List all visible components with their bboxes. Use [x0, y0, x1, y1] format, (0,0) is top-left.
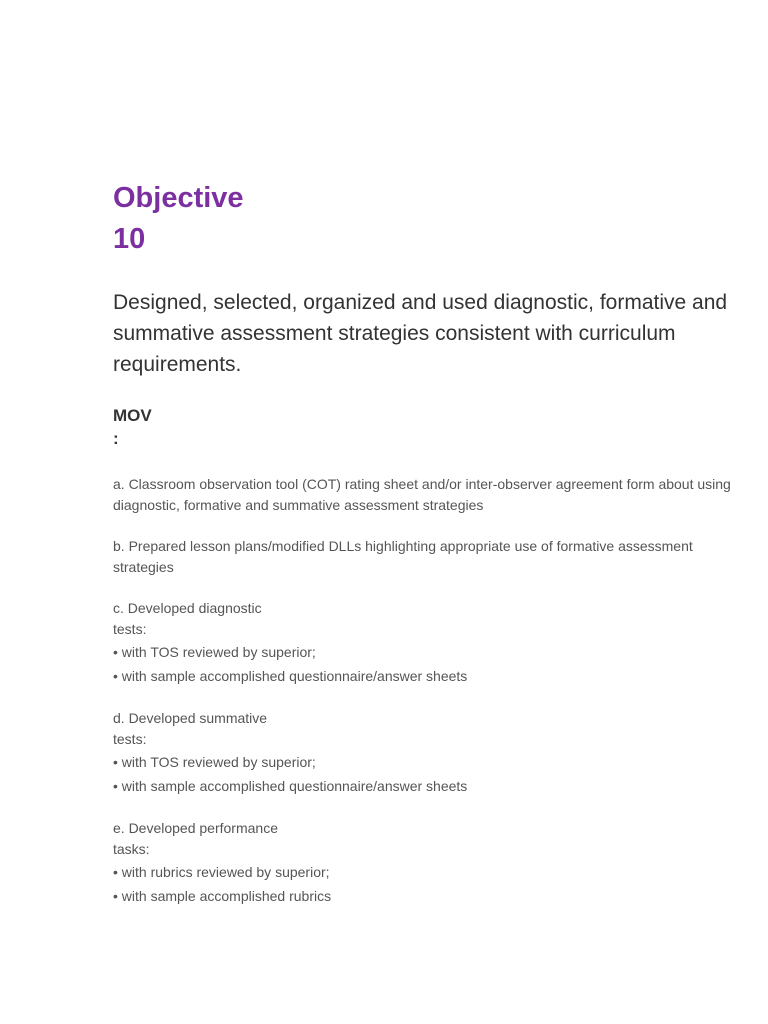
objective-number: 10 — [113, 223, 146, 255]
mov-item-c-heading: c. Developed diagnostic — [113, 600, 262, 616]
mov-item-d — [113, 708, 743, 798]
mov-item-e-heading: e. Developed performance — [113, 820, 278, 836]
mov-item-e-bullet-1: • with rubrics reviewed by superior; — [113, 864, 330, 880]
mov-heading — [113, 404, 743, 450]
mov-item-d-bullet-1: • with TOS reviewed by superior; — [113, 754, 316, 770]
mov-item-e-heading-cont: tasks: — [113, 841, 150, 857]
mov-item-c-bullet-2: • with sample accomplished questionnaire/answer sheets — [113, 668, 468, 684]
document-content — [113, 178, 743, 928]
objective-description: Designed, selected, organized and used diagnostic, formative and summative assessment strategies consistent with curriculum requirements. — [113, 291, 728, 376]
mov-item-b-text: b. Prepared lesson plans/modified DLLs highlighting appropriate use of formative assessment strategies — [113, 538, 693, 575]
mov-heading-colon: : — [113, 429, 119, 448]
mov-item-c — [113, 598, 743, 688]
objective-title — [113, 178, 743, 260]
mov-item-d-bullet-2: • with sample accomplished questionnaire/answer sheets — [113, 778, 468, 794]
mov-item-d-heading-cont: tests: — [113, 731, 147, 747]
mov-item-e — [113, 818, 743, 908]
mov-list — [113, 474, 743, 908]
mov-item-a-text: a. Classroom observation tool (COT) rating sheet and/or inter-observer agreement form about using diagnostic, formative and summative assessment strategies — [113, 476, 731, 513]
objective-title-word: Objective — [113, 182, 244, 214]
mov-item-a — [113, 474, 743, 516]
mov-item-b — [113, 536, 743, 578]
mov-item-d-heading: d. Developed summative — [113, 710, 268, 726]
mov-heading-text: MOV — [113, 406, 152, 425]
mov-item-c-bullet-1: • with TOS reviewed by superior; — [113, 644, 316, 660]
mov-item-c-heading-cont: tests: — [113, 621, 147, 637]
mov-item-e-bullet-2: • with sample accomplished rubrics — [113, 888, 332, 904]
